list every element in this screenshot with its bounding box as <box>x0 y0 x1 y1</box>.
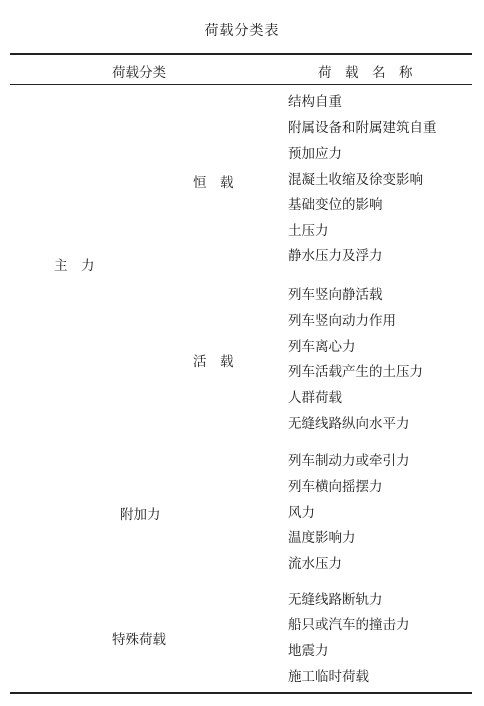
list-item: 列车横向摇摆力 <box>288 479 383 495</box>
list-item: 土压力 <box>288 223 329 239</box>
additional-force-label: 附加力 <box>120 507 161 523</box>
header-category: 荷载分类 <box>112 65 166 81</box>
list-item: 地震力 <box>288 643 329 659</box>
list-item: 预加应力 <box>288 146 342 162</box>
special-load-label: 特殊荷载 <box>112 632 166 648</box>
list-item: 船只或汽车的撞击力 <box>288 617 410 633</box>
top-rule <box>10 53 472 55</box>
list-item: 基础变位的影响 <box>288 197 383 213</box>
header-name: 荷 载 名 称 <box>318 65 413 81</box>
list-item: 混凝土收缩及徐变影响 <box>288 172 423 188</box>
list-item: 流水压力 <box>288 556 342 572</box>
header-rule <box>10 84 472 85</box>
list-item: 列车活载产生的土压力 <box>288 364 423 380</box>
live-load-label: 活 载 <box>193 354 234 370</box>
list-item: 附属设备和附属建筑自重 <box>288 120 437 136</box>
list-item: 施工临时荷载 <box>288 669 369 685</box>
list-item: 列车竖向静活载 <box>288 287 383 303</box>
list-item: 温度影响力 <box>288 530 356 546</box>
list-item: 静水压力及浮力 <box>288 248 383 264</box>
list-item: 列车离心力 <box>288 339 356 355</box>
list-item: 无缝线路纵向水平力 <box>288 416 410 432</box>
list-item: 人群荷载 <box>288 390 342 406</box>
list-item: 列车竖向动力作用 <box>288 313 396 329</box>
dead-load-label: 恒 载 <box>193 175 234 191</box>
list-item: 风力 <box>288 505 315 521</box>
list-item: 结构自重 <box>288 94 342 110</box>
main-force-label: 主 力 <box>54 258 95 274</box>
table-title: 荷载分类表 <box>204 23 280 39</box>
list-item: 无缝线路断轨力 <box>288 592 383 608</box>
bottom-rule <box>10 692 472 694</box>
list-item: 列车制动力或牵引力 <box>288 453 410 469</box>
